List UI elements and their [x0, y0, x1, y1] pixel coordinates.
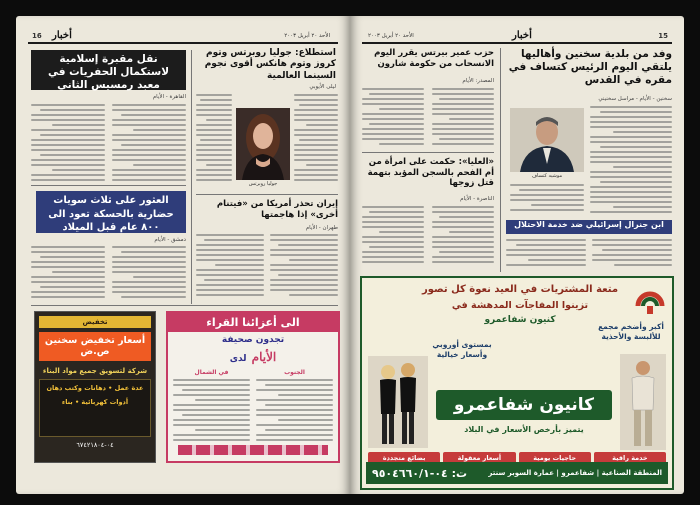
byline: دمشق - الأيام [154, 237, 186, 243]
right-masthead [362, 30, 672, 44]
headline-celebrity-poll: استطلاع: جوليا روبرتس وتوم كروز وتوم هانكس أقوى نجوم السينما العالمية [204, 48, 336, 81]
byline: القاهرة - الأيام [152, 94, 186, 100]
women-models-icon [368, 356, 428, 448]
ad-list-column [256, 369, 333, 444]
page-number: 15 [658, 32, 668, 40]
building-materials-ad [34, 311, 156, 463]
article-body-column [294, 94, 338, 184]
list-title: في الشمال [194, 369, 229, 376]
brand-suffix: لدى [229, 354, 247, 364]
male-model-photo [620, 354, 666, 450]
newspaper-logo: أخبار [512, 30, 532, 41]
article-body-column [112, 104, 186, 182]
newspaper-stack-graphic [178, 445, 328, 455]
right-newspaper-page [350, 16, 684, 494]
models-photo [368, 356, 428, 448]
man-model-icon [620, 354, 666, 450]
byline: الناصرة - الأيام [460, 196, 494, 202]
left-masthead [28, 30, 338, 44]
ad-subhead: تزينوا المفاجآت المدهشة في [451, 300, 589, 311]
article-body-column [510, 184, 584, 216]
photo-caption: موشيه كتساف [531, 173, 563, 179]
ad-left-text: بمستوى أوروبي وأسعار خيالية [432, 340, 492, 359]
article-body-column [432, 206, 494, 270]
list-title: الجنوب [284, 369, 305, 376]
ad-brand-big: كانيون شفاعمرو [436, 390, 612, 420]
article-body-column [196, 234, 264, 300]
katsav-photo [510, 108, 584, 172]
article-body-column [506, 239, 586, 271]
article-body-column [362, 88, 424, 150]
ad-phone: ت: ٠٤-٩٥٠٤٦٦٠/١ [372, 466, 468, 480]
byline: سخنين - الأيام - مراسل سخنيني [598, 96, 672, 102]
feature-pill: أسعار معقولة [443, 452, 515, 464]
ad-list-column [173, 369, 250, 444]
left-newspaper-page [16, 16, 350, 494]
mall-emblem-icon [634, 284, 666, 316]
feature-pill: بضائع متجددة [368, 452, 440, 464]
ad-tagline: يتميز بأرخص الأسعار في البلاد [464, 425, 584, 434]
ad-tag: تخفيض [39, 316, 151, 328]
headline-mosque-relocation: نقل مقبرة إسلامية لاستكمال الحفريات في معبد رمسيس الثاني [31, 50, 186, 90]
mall-logo [634, 284, 666, 316]
article-body-column [432, 88, 494, 150]
article-body-column [362, 206, 424, 270]
ad-brand-small: كنيون شفاعمرو [484, 315, 556, 325]
byline: ليلى الأيوبي [309, 84, 336, 90]
celebrity-photo [236, 108, 290, 180]
ad-address: المنطقة الصناعية | شفاعمرو | عمارة السوبر سنتر [488, 469, 662, 477]
ad-right-text: أكبر وأضخم مجمع للألبسة والأحذية [598, 322, 664, 341]
headline-iran-warning: إيران تحذر أمريكا من «فيتنام أخرى» إذا هاجمتها [216, 199, 338, 220]
feature-pill: خدمة راقية [594, 452, 666, 464]
article-body-column [270, 234, 338, 300]
headline-court-ruling: «العليا»: حكمت على امرأة من أم الفحم بالسجن المؤبد بتهمة قتل زوجها [367, 157, 494, 189]
newspaper-logo: أخبار [52, 30, 72, 41]
ad-address-bar [366, 462, 668, 484]
headline-sakhnin-delegation: وفد من بلدية سخنين وأهاليها يلتقي اليوم الرئيس كتساف في مقره في القدس [508, 48, 672, 87]
byline: طهران - الأيام [305, 225, 338, 231]
article-body-column [112, 246, 186, 301]
ad-phone: ٠٤-٦٧٤٢١٨٠٤ [76, 440, 114, 449]
distribution-points-ad [166, 311, 340, 463]
ad-headline: أسعار تخفيض سخنين ص.ض [39, 332, 151, 361]
ad-items-box [39, 379, 151, 437]
byline: المصدر: الأيام [462, 78, 494, 84]
article-body-column [592, 239, 672, 271]
ad-subhead: تجدون صحيفة [221, 335, 285, 345]
ad-item: أدوات كهربائية • بناء [61, 397, 129, 406]
article-body-column [590, 106, 672, 216]
ad-item: عدة عمل • دهانات وكتب دهان [46, 383, 144, 392]
brand-name: الأيام [251, 350, 277, 364]
ad-subhead: شركة لتسويق جميع مواد البناء [42, 366, 148, 375]
page-number: 16 [32, 32, 42, 40]
article-body-column [31, 104, 105, 182]
woman-portrait-icon [236, 108, 290, 180]
banner-headline: ابن جنرال إسرائيلي ضد خدمة الاحتلال [506, 220, 672, 234]
feature-pill: حاجيات يومية [519, 452, 591, 464]
ad-headline: متعة المشتريات في العيد نعوة كل تصور [421, 284, 619, 295]
issue-date: الأحد ٢٠ أبريل ٢٠٠٣ [284, 33, 330, 39]
article-body-column [31, 246, 105, 301]
headline-hasakah-discovery: العثور على ثلاث سويات حضارية بالحسكة تعود الى ٨٠٠ عام قبل الميلاد [36, 191, 186, 233]
article-body-column [196, 94, 232, 184]
shefaamr-mall-ad [360, 276, 674, 490]
ad-headline: الى أعزائنا القراء [168, 313, 338, 332]
man-portrait-icon [510, 108, 584, 172]
photo-caption: جوليا روبرتس [248, 181, 278, 187]
issue-date: الأحد ٢٠ أبريل ٢٠٠٣ [368, 33, 414, 39]
headline-peretz-party: حزب عمير بيرتس يقرر اليوم الانسحاب من حكومة شارون [374, 48, 494, 69]
